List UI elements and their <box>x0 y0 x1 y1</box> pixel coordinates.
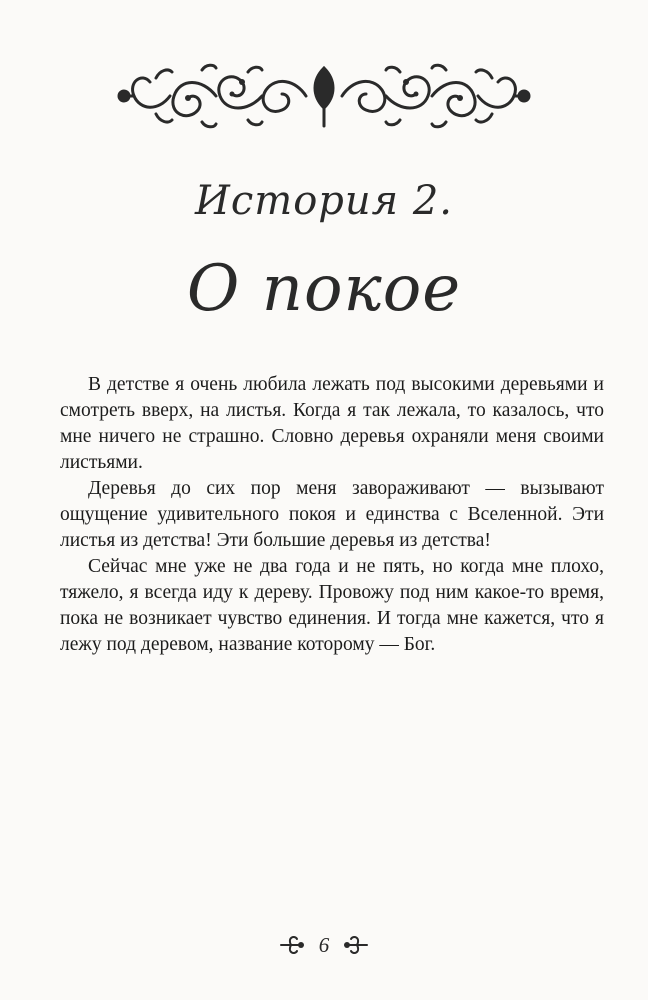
chapter-label: История 2. <box>194 178 454 224</box>
fleuron-icon <box>343 935 369 955</box>
chapter-body <box>60 372 604 658</box>
fleuron-icon <box>279 935 305 955</box>
page-footer <box>0 930 648 960</box>
header-ornament-icon <box>116 60 532 132</box>
paragraph: В детстве я очень любила лежать под высокими деревьями и смотреть вверх, на листья. Когда я так лежала, то казалось, что мне ничего не страшно. Словно деревья охраняли меня своими листьями. <box>60 374 604 473</box>
paragraph: Деревья до сих пор меня завораживают — вызывают ощущение удивительного покоя и единства с Вселенной. Эти листья из детства! Эти большие деревья из детства! <box>60 478 604 551</box>
page-number: 6 <box>318 932 330 957</box>
paragraph: Сейчас мне уже не два года и не пять, но когда мне плохо, тяжело, я всегда иду к дереву. Провожу под ним какое-то время, пока не возникает чувство единения. И тогда мне кажется, что я лежу под деревом, название которому — Бог. <box>60 556 604 655</box>
chapter-title: О покое <box>186 252 462 326</box>
